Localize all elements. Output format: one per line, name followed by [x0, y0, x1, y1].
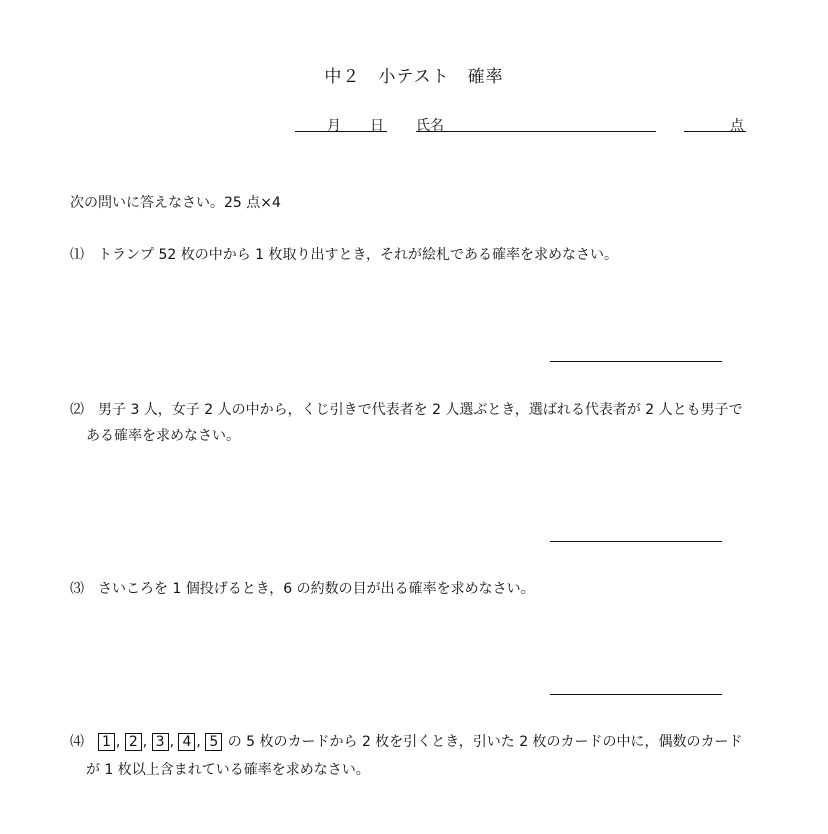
month-label: 月 [327, 118, 341, 134]
day-label: 日 [370, 118, 384, 134]
instructions: 次の問いに答えなさい。25 点×4 [70, 195, 281, 211]
card-1: 1 [98, 733, 115, 751]
question-number: ⑶ [70, 581, 84, 597]
card-2: 2 [125, 733, 142, 751]
answer-line-1[interactable] [550, 361, 722, 362]
question-text: 男子 3 人，女子 2 人の中から，くじ引きで代表者を 2 人選ぶとき，選ばれる代表者が 2 人とも男子で [98, 402, 743, 418]
name-field-underline[interactable] [416, 131, 656, 132]
date-underline [295, 131, 387, 132]
score-field-underline[interactable] [684, 131, 746, 132]
answer-line-2[interactable] [550, 541, 722, 542]
question-1 [70, 244, 618, 264]
question-number: ⑴ [70, 247, 84, 263]
name-label: 氏名 [416, 118, 444, 134]
question-text: さいころを 1 個投げるとき，6 の約数の目が出る確率を求めなさい。 [98, 581, 535, 597]
page-title: 中２ 小テスト 確率 [324, 67, 504, 87]
question-number: ⑷ [70, 734, 84, 750]
question-text: の 5 枚のカードから 2 枚を引くとき，引いた 2 枚のカードの中に，偶数のカード [227, 734, 743, 750]
question-4-continued: が 1 枚以上含まれている確率を求めなさい。 [86, 762, 370, 778]
card-4: 4 [178, 733, 195, 751]
question-2 [70, 399, 743, 419]
score-unit-label: 点 [730, 118, 744, 134]
question-number: ⑵ [70, 402, 84, 418]
answer-line-3[interactable] [550, 694, 722, 695]
card-3: 3 [152, 733, 169, 751]
question-3 [70, 578, 535, 598]
question-2-continued: ある確率を求めなさい。 [86, 428, 240, 444]
card-5: 5 [205, 733, 222, 751]
question-text: トランプ 52 枚の中から 1 枚取り出すとき，それが絵札である確率を求めなさい。 [98, 247, 618, 263]
question-4: ⑷ 1 , 2 , 3 , 4 , 5 の 5 枚のカードから 2 枚を引くとき，引いた 2 枚のカードの中に，偶数のカード [70, 731, 743, 751]
